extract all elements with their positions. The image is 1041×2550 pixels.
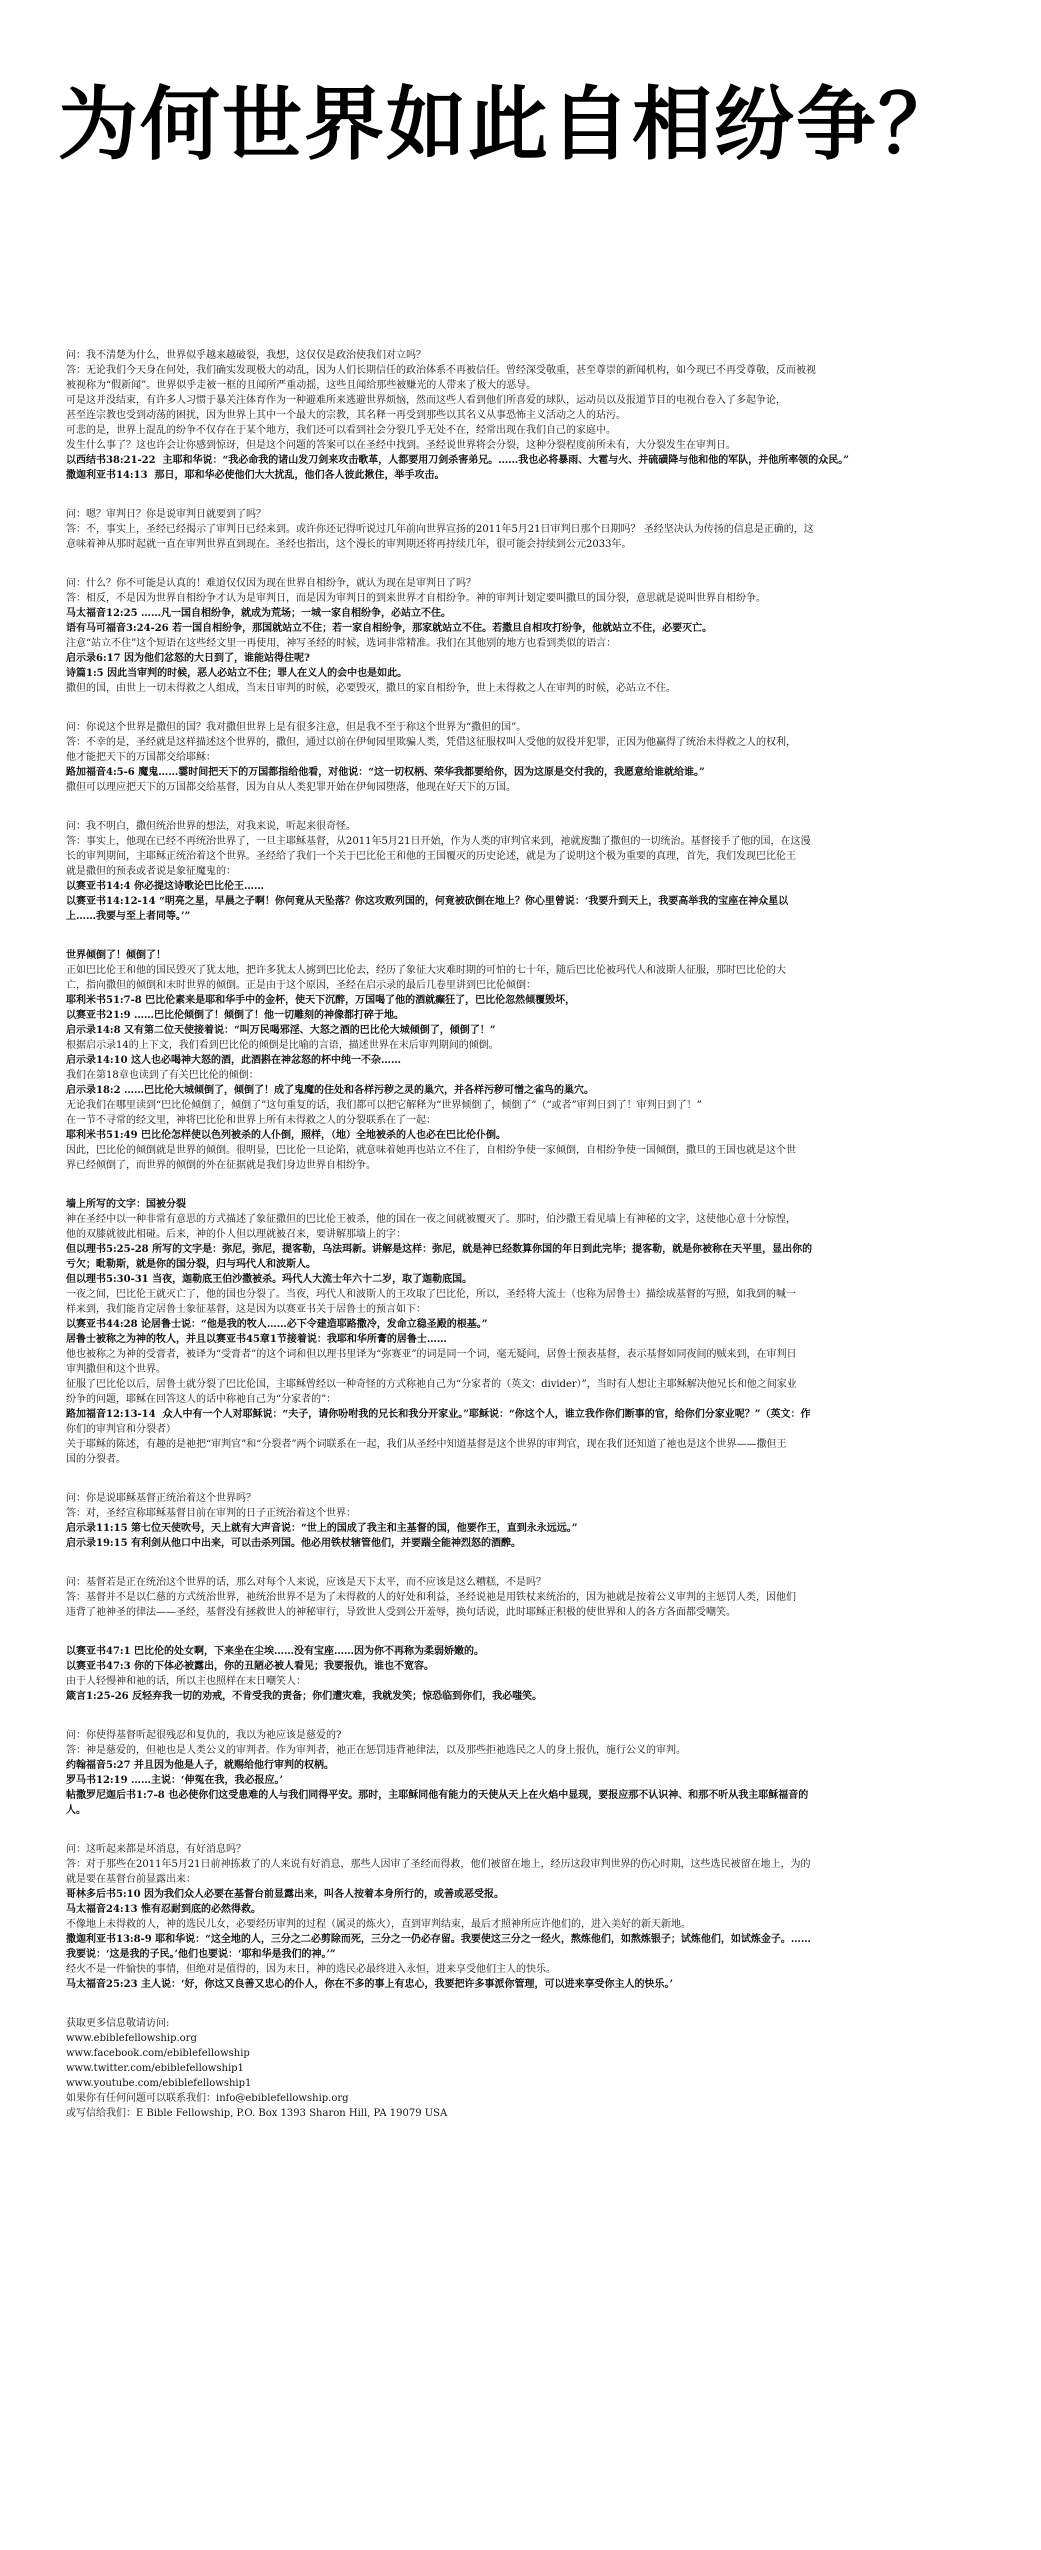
text-line: 你们的审判官和分裂者）: [66, 1424, 176, 1435]
text-line: 问：我不清楚为什么，世界似乎越来越破裂，我想，这仅仅是政治使我们对立吗？: [66, 350, 426, 361]
text-line: 就是撒但的预表或者说是象征魔鬼的：: [66, 866, 236, 877]
text-line: 我们在第18章也读到了有关巴比伦的倾倒：: [66, 1070, 259, 1081]
text-line: 答：相反，不是因为世界自相纷争才认为是审判日，而是因为审判日的到来世界才自相纷争。神的审判计划定要叫撒旦的国分裂，意思就是说叫世界自相纷争。: [66, 593, 766, 604]
scripture-quote: 撒迦利亚书14:13 那日，耶和华必使他们大大扰乱，他们各人彼此揪住，举手攻击。: [66, 470, 445, 481]
text-line: 关于耶稣的陈述，有趣的是祂把“审判官”和“分裂者”两个词联系在一起，我们从圣经中知道基督是这个世界的审判官，现在我们还知道了祂也是这个世界——撒但王: [66, 1439, 787, 1450]
text-line: 不像地上未得救的人，神的选民儿女，必要经历审判的过程（属灵的炼火），直到审判结束，最后才照神所应许他们的，进入美好的新天新地。: [66, 1919, 691, 1930]
scripture-quote: 罗马书12:19 ……主说：‘伸冤在我，我必报应。’: [66, 1775, 283, 1786]
scripture-quote: 马太福音24:13 惟有忍耐到底的必然得救。: [66, 1904, 262, 1915]
scripture-quote: 居鲁士被称之为神的牧人，并且以赛亚书45章1节接着说：我耶和华所膏的居鲁士……: [66, 1334, 447, 1345]
text-line: 审判撒但和这个世界。: [66, 1364, 166, 1375]
text-line: 国的分裂者。: [66, 1454, 126, 1465]
text-line: 被视称为“假新闻”。世界似乎走被一框的且闻所严重动摇，这些且闻给那些被赚光的人带来了极大的恶导。: [66, 380, 537, 391]
scripture-quote: 以赛亚书44:28 论居鲁士说：“他是我的牧人……必下令建造耶路撒冷，发命立稳圣殿的根基。”: [66, 1319, 488, 1330]
text-line: 问：什么？你不可能是认真的！难道仅仅因为现在世界自相纷争，就认为现在是审判日了吗？: [66, 578, 476, 589]
text-line: 可悲的是，世界上混乱的纷争不仅存在于某个地方，我们还可以看到社会分裂几乎无处不在，经常出现在我们自己的家庭中。: [66, 425, 616, 436]
text-line: 可是这并没结束，有许多人习惯于暴关注体育作为一种避难所来逃避世界烦恼，然而这些人看到他们所喜爱的球队，运动员以及报道节目的电视台卷入了多起争论，: [66, 395, 786, 406]
text-line: 神在圣经中以一种非常有意思的方式描述了象征撒但的巴比伦王被杀，他的国在一夜之间就被覆灭了。那时，伯沙撒王看见墙上有神秘的文字，这使他心意十分惊惶，: [66, 1214, 796, 1225]
text-line: 正如巴比伦王和他的国民毁灭了犹太地，把许多犹太人掳到巴比伦去，经历了象征大灾难时期的可怕的七十年，随后巴比伦被玛代人和波斯人征服，那时巴比伦的大: [66, 965, 786, 976]
text-line: 撒但可以理应把天下的万国都交给基督，因为自从人类犯罪开始在伊甸园堕落，他现在好天下的万国。: [66, 782, 516, 793]
text-line: 答：事实上，他现在已经不再统治世界了，一旦主耶稣基督，从2011年5月21日开始，作为人类的审判官来到，祂就废黜了撒但的一切统治。基督接手了他的国，在这漫: [66, 836, 811, 847]
text-line: 征服了巴比伦以后，居鲁士就分裂了巴比伦国，主耶稣曾经以一种奇怪的方式称祂自己为“分家者的（英文：divider）”，当时有人想让主耶稣解决他兄长和他之间家业: [66, 1379, 797, 1390]
text-line: 答：神是慈爱的，但祂也是人类公义的审判者。作为审判者，祂正在惩罚违背祂律法，以及那些拒祂选民之人的身上报仇，施行公义的审判。: [66, 1745, 686, 1756]
text-line: 答：无论我们今天身在何处，我们确实发现极大的动乱，因为人们长期信任的政治体系不再被信任。曾经深受敬重，甚至尊崇的新闻机构，如今现已不再受尊敬，反而被视: [66, 365, 816, 376]
scripture-quote: 帖撒罗尼迦后书1:7-8 也必使你们这受患难的人与我们同得平安。那时，主耶稣同他有能力的天使从天上在火焰中显现，要报应那不认识神、和那不听从我主耶稣福音的: [66, 1790, 809, 1801]
qa-section: [66, 348, 984, 483]
scripture-quote: 亏欠；毗勒斯，就是你的国分裂，归与玛代人和波斯人。: [66, 1259, 316, 1270]
text-line: 长的审判期间，主耶稣正统治着这个世界。圣经给了我们一个关于巴比伦王和他的王国覆灭的历史论述，就是为了说明这个极为重要的真理，首先，我们发现巴比伦王: [66, 851, 796, 862]
scripture-quote: 以赛亚书47:3 你的下体必被露出，你的丑陋必被人看见；我要报仇，谁也不宽容。: [66, 1661, 435, 1672]
text-line: 根据启示录14的上下文，我们看到巴比伦的倾倒是比喻的言语，描述世界在末后审判期间的倾倒。: [66, 1040, 499, 1051]
qa-section: [66, 1491, 984, 1551]
text-line: 答：不幸的是，圣经就是这样描述这个世界的，撒但，通过以前在伊甸园里欺骗人类，凭借这征服权叫人受他的奴役并犯罪，正因为他赢得了统治未得救之人的权利，: [66, 737, 796, 748]
scripture-quote: 路加福音4:5-6 魔鬼……霎时间把天下的万国都指给他看，对他说：“这一切权柄、荣华我都要给你，因为这原是交付我的，我愿意给谁就给谁。”: [66, 767, 705, 778]
scripture-quote: 我要说：‘这是我的子民。’他们也要说：‘耶和华是我们的神。’”: [66, 1949, 336, 1960]
text-line: 答：不，事实上，圣经已经揭示了审判日已经来到。或许你还记得听说过几年前向世界宣扬的2011年5月21日审判日那个日期吗？ 圣经坚决认为传扬的信息是正确的，这: [66, 524, 814, 535]
text-line: 问：嗯？审判日？你是说审判日就要到了吗？: [66, 509, 266, 520]
text-line: 答：对于那些在2011年5月21日前神拣救了的人来说有好消息，那些人因审了圣经而得救，他们被留在地上，经历这段审判世界的伤心时期，这些选民被留在地上，为的: [66, 1859, 811, 1870]
text-line: 问：基督若是正在统治这个世界的话，那么对每个人来说，应该是天下太平，而不应该是这么糟糕，不是吗？: [66, 1577, 546, 1588]
scripture-quote: 人。: [66, 1805, 86, 1816]
text-line: 甚至连宗教也受到动荡的困扰，因为世界上其中一个最大的宗教，其名释一再受到那些以其名义从事恐怖主义活动之人的玷污。: [66, 410, 626, 421]
text-line: 他的双膝就彼此相碰。后来，神的仆人但以理就被召来，要讲解那墙上的字：: [66, 1229, 406, 1240]
scripture-quote: 路加福音12:13-14 众人中有一个人对耶稣说：“夫子，请你吩咐我的兄长和我分开家业。”耶稣说：“你这个人，谁立我作你们断事的官，给你们分家业呢？”（英文：作: [66, 1409, 811, 1420]
text-line: 由于人轻慢神和祂的话，所以主也照样在末日嘲笑人：: [66, 1676, 306, 1687]
text-line: 无论我们在哪里读到“巴比伦倾倒了，倾倒了”这句重复的话，我们都可以把它解释为“世界倾倒了，倾倒了”（“或者”审判日到了！审判日到了！”: [66, 1100, 702, 1111]
scripture-quote: 世界倾倒了！倾倒了！: [66, 950, 166, 961]
text-line: 因此，巴比伦的倾倒就是世界的倾倒。很明显，巴比伦一旦论陷，就意味着她再也站立不住了，自相纷争使一家倾倒，自相纷争使一国倾倒，撒旦的王国也就是这个世: [66, 1145, 796, 1156]
article-body: [66, 348, 984, 2121]
scripture-quote: 以赛亚书14:4 你必提这诗歌论巴比伦王……: [66, 881, 265, 892]
scripture-quote: 墙上所写的文字：国被分裂: [66, 1199, 186, 1210]
scripture-quote: 启示录18:2 ……巴比伦大城倾倒了，倾倒了！成了鬼魔的住处和各样污秽之灵的巢穴，并各样污秽可憎之雀鸟的巢穴。: [66, 1085, 595, 1096]
scripture-quote: 启示录19:15 有利剑从他口中出来，可以击杀列国。他必用铁杖辖管他们，并要踹全能神烈怒的酒醡。: [66, 1538, 522, 1549]
website-link[interactable]: www.twitter.com/ebiblefellowship1: [66, 2063, 244, 2074]
text-line: 问：你是说耶稣基督正统治着这个世界吗？: [66, 1493, 256, 1504]
scripture-quote: 耶利米书51:7-8 巴比伦素来是耶和华手中的金杯，使天下沉醉，万国喝了他的酒就癫狂了，巴比伦忽然倾覆毁坏，: [66, 995, 576, 1006]
text-line: 答：对，圣经宣称耶稣基督目前在审判的日子正统治着这个世界：: [66, 1508, 356, 1519]
text-line: 撒但的国，由世上一切未得救之人组成，当末日审判的时候，必要毁灭，撒旦的家自相纷争，世上未得救之人在审判的时候，必站立不住。: [66, 683, 676, 694]
scripture-quote: 马太福音25:23 主人说：‘好，你这又良善又忠心的仆人，你在不多的事上有忠心，我要把许多事派你管理，可以进来享受你主人的快乐。’: [66, 1979, 673, 1990]
text-line: 问：你使得基督听起很残忍和复仇的，我以为祂应该是慈爱的?: [66, 1730, 342, 1741]
qa-section: [66, 1842, 984, 1992]
scripture-quote: 语有马可福音3:24-26 若一国自相纷争，那国就站立不住；若一家自相纷争，那家就站立不住。若撒旦自相攻打纷争，他就站立不住，必要灭亡。: [66, 623, 713, 634]
qa-section: [66, 1644, 984, 1704]
text-line: 问：你说这个世界是撒但的国？我对撒但世界上是有很多注意，但是我不至于称这个世界为“撒但的国”。: [66, 722, 527, 733]
website-link[interactable]: www.ebiblefellowship.org: [66, 2033, 197, 2044]
scripture-quote: 诗篇1:5 因此当审判的时候，恶人必站立不住；罪人在义人的会中也是如此。: [66, 668, 408, 679]
scripture-quote: 约翰福音5:27 并且因为他是人子，就赐给他行审判的权柄。: [66, 1760, 335, 1771]
contact-info: [66, 2016, 984, 2121]
scripture-quote: 但以理书5:25-28 所写的文字是：弥尼，弥尼，提客勒，乌法珥新。讲解是这样：弥尼，就是神已经数算你国的年日到此完毕；提客勒，就是你被称在天平里，显出你的: [66, 1244, 813, 1255]
page-title: 为何世界如此自相纷争？: [58, 78, 960, 171]
scripture-quote: 但以理书5:30-31 当夜，迦勒底王伯沙撒被杀。玛代人大流士年六十二岁，取了迦勒底国。: [66, 1274, 473, 1285]
website-link[interactable]: www.youtube.com/ebiblefellowship1: [66, 2078, 252, 2089]
qa-section: [66, 1575, 984, 1620]
email-line: 如果你有任何问题可以联系我们：info@ebiblefellowship.org: [66, 2093, 349, 2104]
text-line: 他才能把天下的万国都交给耶稣：: [66, 752, 216, 763]
qa-section: [66, 1197, 984, 1467]
text-line: 纷争的问题，耶稣在回答这人的话中称祂自己为“分家者的”：: [66, 1394, 337, 1405]
website-link[interactable]: www.facebook.com/ebiblefellowship: [66, 2048, 250, 2059]
text-line: 意味着神从那时起就一直在审判世界直到现在。圣经也指出，这个漫长的审判期还将再持续几年，很可能会持续到公元2033年。: [66, 539, 632, 550]
contact-intro: 获取更多信息敬请访问:: [66, 2018, 170, 2029]
scripture-quote: 以西结书38:21-22 主耶和华说：“我必命我的诸山发刀剑来攻击歌革，人都要用刀剑杀害弟兄。……我也必将暴雨、大雹与火、并硫磺降与他和他的军队，并他所率领的众民。”: [66, 455, 850, 466]
scripture-quote: 撒迦利亚书13:8-9 耶和华说：“这全地的人，三分之二必剪除而死，三分之一仍必存留。我要使这三分之一经火，熬炼他们，如熬炼银子；试炼他们，如试炼金子。……: [66, 1934, 811, 1945]
text-line: 界已经倾倒了，而世界的倾倒的外在征据就是我们身边世界自相纷争。: [66, 1160, 376, 1171]
text-line: 问：我不明白，撒但统治世界的想法，对我来说，听起来很奇怪。: [66, 821, 356, 832]
mail-address-line: 或写信给我们：E Bible Fellowship, P.O. Box 1393 Sharon Hill, PA 19079 USA: [66, 2108, 448, 2119]
scripture-quote: 以赛亚书14:12-14 “明亮之星，早晨之子啊！你何竟从天坠落？你这攻败列国的，何竟被砍倒在地上？你心里曾说：‘我要升到天上，我要高举我的宝座在神众星以: [66, 896, 789, 907]
text-line: 一夜之间，巴比伦王就灭亡了，他的国也分裂了。当夜，玛代人和波斯人的王攻取了巴比伦，所以，圣经将大流士（也称为居鲁士）描绘成基督的写照，如我到的喊一: [66, 1289, 796, 1300]
text-line: 样来到，我们能肯定居鲁士象征基督，这是因为以赛亚书关于居鲁士的预言如下：: [66, 1304, 426, 1315]
scripture-quote: 启示录14:8 又有第二位天使接着说：“叫万民喝邪淫、大怒之酒的巴比伦大城倾倒了，倾倒了！”: [66, 1025, 496, 1036]
text-line: 在一节不寻常的经文里，神将巴比伦和世界上所有未得救之人的分裂联系在了一起：: [66, 1115, 436, 1126]
scripture-quote: 上……我要与至上者同等。’”: [66, 911, 191, 922]
qa-section: [66, 819, 984, 924]
scripture-quote: 以赛亚书47:1 巴比伦的处女啊，下来坐在尘埃……没有宝座……因为你不再称为柔弱娇嫩的。: [66, 1646, 485, 1657]
text-line: 亡，指向撒但的倾倒和末时世界的倾倒。正是由于这个原因，圣经在启示录的最后几卷里讲到巴比伦倾倒：: [66, 980, 536, 991]
scripture-quote: 以赛亚书21:9 ……巴比伦倾倒了！倾倒了！他一切雕刻的神像都打碎于地。: [66, 1010, 405, 1021]
qa-section: [66, 948, 984, 1173]
qa-section: [66, 1728, 984, 1818]
text-line: 发生什么事了？这也许会让你感到惊讶，但是这个问题的答案可以在圣经中找到。圣经说世界将会分裂，这种分裂程度前所未有，大分裂发生在审判日。: [66, 440, 736, 451]
qa-section: [66, 507, 984, 552]
text-line: 答：基督并不是以仁慈的方式统治世界，祂统治世界不是为了未得救的人的好处和利益，圣经说祂是用铁杖来统治的，因为祂就是按着公义审判的主惩罚人类，因他们: [66, 1592, 796, 1603]
scripture-quote: 启示录6:17 因为他们忿怒的大日到了，谁能站得住呢?: [66, 653, 310, 664]
text-line: 注意“站立不住”这个短语在这些经文里一再使用，神写圣经的时候，选词非常精准。我们在其他别的地方也看到类似的语言：: [66, 638, 617, 649]
text-line: 违背了祂神圣的律法——圣经，基督没有拯救世人的神秘审行，导致世人受到公开羞辱，换句话说，此时耶稣正积极的使世界和人的各方各面都受嘲笑。: [66, 1607, 736, 1618]
qa-section: [66, 576, 984, 696]
scripture-quote: 耶利米书51:49 巴比伦怎样使以色列被杀的人仆倒，照样，（地）全地被杀的人也必在巴比伦仆倒。: [66, 1130, 507, 1141]
text-line: 问：这听起来都是坏消息，有好消息吗？: [66, 1844, 246, 1855]
text-line: 他也被称之为神的受膏者，被译为“受膏者”的这个词和但以理书里译为“弥赛亚”的词是同一个词，毫无疑问，居鲁士预表基督，表示基督如同夜间的贼来到，在审判日: [66, 1349, 797, 1360]
scripture-quote: 启示录11:15 第七位天使吹号，天上就有大声音说：“世上的国成了我主和主基督的国，他要作王，直到永永远远。”: [66, 1523, 578, 1534]
scripture-quote: 马太福音12:25 ……凡一国自相纷争，就成为荒场；一城一家自相纷争，必站立不住。: [66, 608, 452, 619]
text-line: 就是要在基督台前显露出来：: [66, 1874, 196, 1885]
scripture-quote: 箴言1:25-26 反轻弃我一切的劝戒，不肯受我的责备；你们遭灾难，我就发笑；惊恐临到你们，我必嗤笑。: [66, 1691, 543, 1702]
qa-section: [66, 720, 984, 795]
text-line: 经火不是一件愉快的事情，但绝对是值得的，因为末日，神的选民必最终进入永恒，进来享受他们主人的快乐。: [66, 1964, 556, 1975]
scripture-quote: 启示录14:10 这人也必喝神大怒的酒，此酒斟在神忿怒的杯中纯一不杂……: [66, 1055, 402, 1066]
scripture-quote: 哥林多后书5:10 因为我们众人必要在基督台前显露出来，叫各人按着本身所行的，或善或恶受报。: [66, 1889, 505, 1900]
